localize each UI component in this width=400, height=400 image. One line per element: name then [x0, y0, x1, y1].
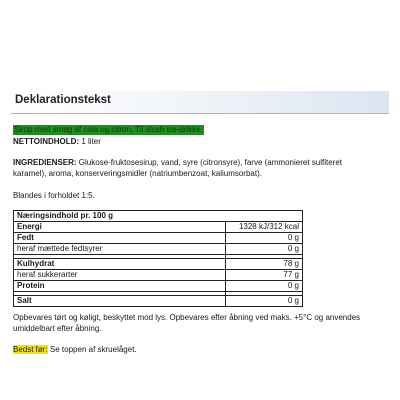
storage-instructions: Opbevares tørt og køligt, beskyttet mod lys. Opbevares efter åbning ved maks. +5°C og anvendes umiddelbart efter åbning.: [13, 313, 361, 333]
nutrition-header-row: [14, 211, 303, 222]
nutrient-label: heraf mættede fedtsyrer: [14, 244, 226, 255]
nutrient-label: Fedt: [14, 233, 226, 244]
nutrient-label: heraf sukkerarter: [14, 270, 226, 281]
table-row: [14, 244, 303, 255]
mixing-instruction: Blandes i forholdet 1:5.: [13, 191, 95, 200]
nutrient-value: 1328 kJ/312 kcal: [226, 222, 303, 233]
nutrient-value: 0 g: [226, 296, 303, 307]
section-header: [11, 91, 389, 114]
best-before-line: [13, 345, 137, 355]
nutrient-label: Kulhydrat: [14, 259, 226, 270]
product-description: Sirup med smag af cola og citron. Til slush ice-drikke.: [14, 125, 203, 134]
table-row: [14, 281, 303, 292]
nutrition-table: [13, 210, 303, 307]
nutrition-header: Næringsindhold pr. 100 g: [14, 211, 303, 222]
best-before-label: Bedst før:: [13, 345, 48, 354]
nutrient-label: Energi: [14, 222, 226, 233]
nutrient-value: 0 g: [226, 244, 303, 255]
ingredients-label: INGREDIENSER:: [13, 158, 77, 167]
nutrient-label: Protein: [14, 281, 226, 292]
netto-value: 1 liter: [81, 137, 101, 146]
netto-line: [13, 137, 101, 147]
nutrient-value: 0 g: [226, 281, 303, 292]
ingredients-paragraph: [13, 157, 373, 179]
table-row: [14, 259, 303, 270]
ingredients-text: Glukose-fruktosesirup, vand, syre (citronsyre), farve (ammonieret sulfiteret karamel), aroma, konserveringsmidler (natriumbenzoat, kaliumsorbat).: [13, 158, 342, 178]
best-before-text: Se toppen af skruelåget.: [49, 345, 137, 354]
table-row: [14, 222, 303, 233]
page-title: Deklarationstekst: [15, 94, 111, 106]
table-row: [14, 296, 303, 307]
netto-label: NETTOINDHOLD:: [13, 137, 80, 146]
nutrient-value: 77 g: [226, 270, 303, 281]
nutrient-label: Salt: [14, 296, 226, 307]
nutrient-value: 0 g: [226, 233, 303, 244]
table-row: [14, 233, 303, 244]
table-row: [14, 270, 303, 281]
nutrient-value: 78 g: [226, 259, 303, 270]
